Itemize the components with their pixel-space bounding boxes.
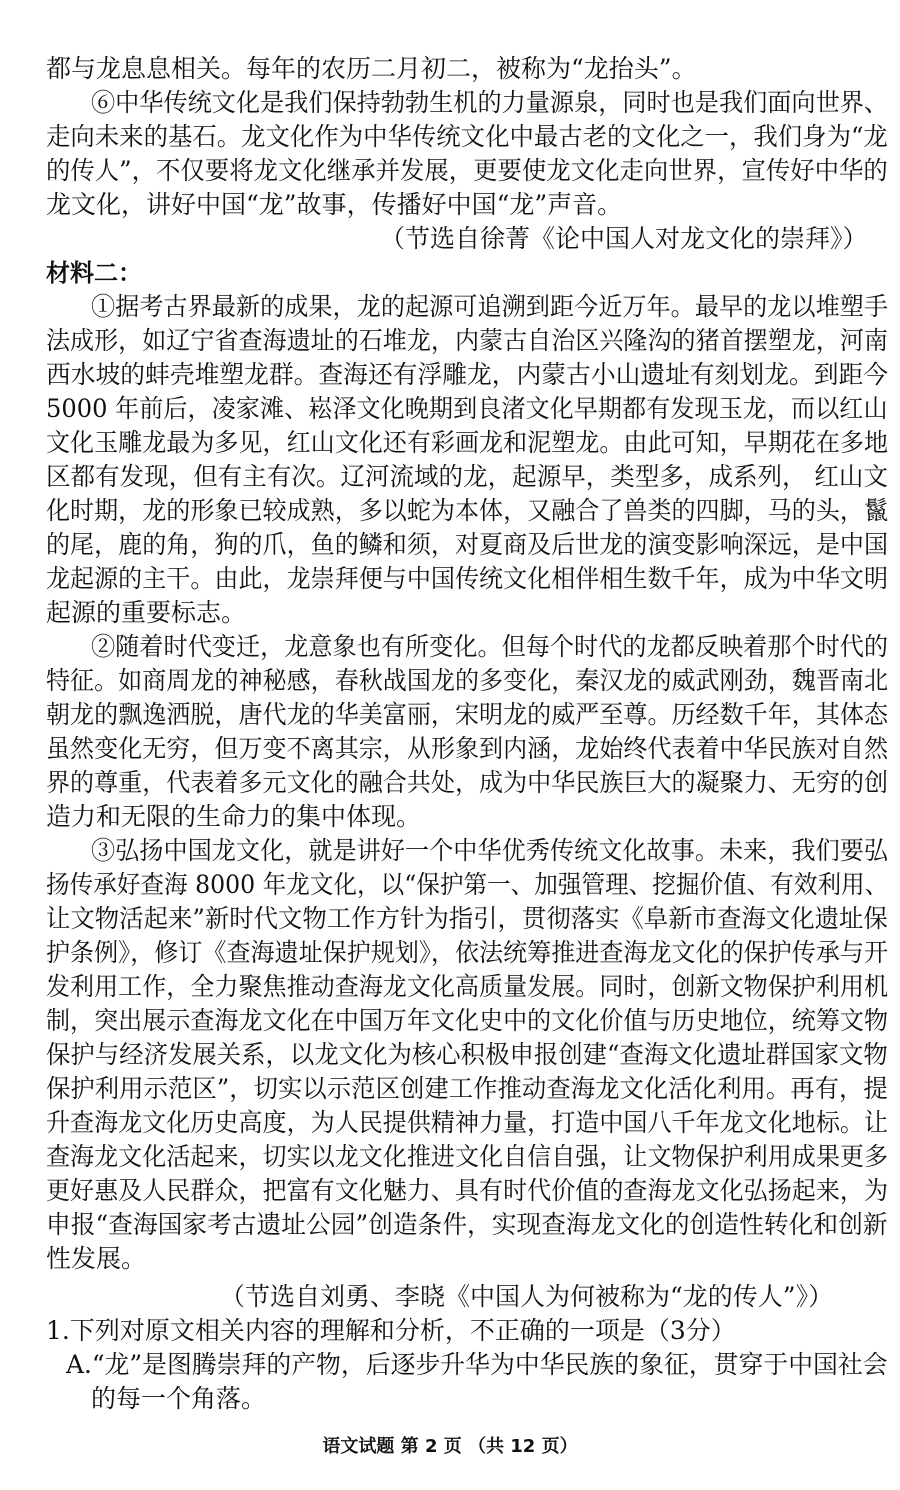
text-line: 走向未来的基石。龙文化作为中华传统文化中最古老的文化之一，我们身为“龙 bbox=[46, 122, 888, 151]
text-line: 的传人”，不仅要将龙文化继承并发展，更要使龙文化走向世界，宣传好中华的 bbox=[46, 156, 888, 185]
text-line: 化时期，龙的形象已较成熟，多以蛇为本体，又融合了兽类的四脚，马的头，鬣 bbox=[46, 496, 889, 525]
text-line: 特征。如商周龙的神秘感，春秋战国龙的多变化，秦汉龙的威武刚劲，魏晋南北 bbox=[46, 666, 889, 695]
text-line: 保护利用示范区”，切实以示范区创建工作推动查海龙文化活化利用。再有，提 bbox=[46, 1074, 888, 1103]
source-citation: （节选自徐菁《论中国人对龙文化的崇拜》） bbox=[380, 224, 868, 253]
text-line: 都与龙息息相关。每年的农历二月初二，被称为“龙抬头”。 bbox=[46, 54, 697, 83]
text-line: 虽然变化无穷，但万变不离其宗，从形象到内涵，龙始终代表着中华民族对自然 bbox=[46, 734, 889, 763]
text-line: 龙起源的主干。由此，龙崇拜便与中国传统文化相伴相生数千年，成为中华文明 bbox=[46, 564, 889, 593]
text-line: 制，突出展示查海龙文化在中国万年文化史中的文化价值与历史地位，统筹文物 bbox=[46, 1006, 889, 1035]
paragraph-6-first-line: ⑥中华传统文化是我们保持勃勃生机的力量源泉，同时也是我们面向世界、 bbox=[91, 88, 889, 117]
page-footer: 语文试题 第 2 页 （共 12 页） bbox=[322, 1436, 578, 1457]
text-line: 查海龙文化活起来，切实以龙文化推进文化自信自强，让文物保护利用成果更多 bbox=[46, 1142, 889, 1171]
text-line: 法成形，如辽宁省查海遗址的石堆龙，内蒙古自治区兴隆沟的猪首摆塑龙，河南 bbox=[46, 326, 889, 355]
text-line: 起源的重要标志。 bbox=[46, 598, 247, 627]
text-line: 护条例》，修订《查海遗址保护规划》，依法统筹推进查海龙文化的保护传承与开 bbox=[46, 938, 889, 967]
text-line: 申报“查海国家考古遗址公园”创造条件，实现查海龙文化的创造性转化和创新 bbox=[46, 1210, 888, 1239]
paragraph-1-first-line: ①据考古界最新的成果，龙的起源可追溯到距今近万年。最早的龙以堆塑手 bbox=[91, 292, 889, 321]
text-line: 的尾，鹿的角，狗的爪，鱼的鳞和须，对夏商及后世龙的演变影响深远，是中国 bbox=[46, 530, 889, 559]
text-line: 龙文化，讲好中国“龙”故事，传播好中国“龙”声音。 bbox=[46, 190, 623, 219]
text-line: 扬传承好查海 8000 年龙文化，以“保护第一、加强管理、挖掘价值、有效利用、 bbox=[46, 870, 889, 899]
question-1-option-a-continued: 的每一个角落。 bbox=[91, 1384, 267, 1413]
text-line: 造力和无限的生命力的集中体现。 bbox=[46, 802, 422, 831]
text-line: 区都有发现，但有主有次。辽河流域的龙，起源早，类型多，成系列， 红山文 bbox=[46, 462, 888, 491]
text-line: 升查海龙文化历史高度，为人民提供精神力量，打造中国八千年龙文化地标。让 bbox=[46, 1108, 889, 1137]
question-1-option-a: A.“龙”是图腾崇拜的产物，后逐步升华为中华民族的象征，贯穿于中国社会 bbox=[66, 1350, 888, 1379]
text-line: 发利用工作，全力聚焦推动查海龙文化高质量发展。同时，创新文物保护利用机 bbox=[46, 972, 889, 1001]
question-1-stem: 1.下列对原文相关内容的理解和分析，不正确的一项是（3分） bbox=[46, 1316, 736, 1345]
text-line: 让文物活起来”新时代文物工作方针为指引，贯彻落实《阜新市查海文化遗址保 bbox=[46, 904, 888, 933]
text-line: 界的尊重，代表着多元文化的融合共处，成为中华民族巨大的凝聚力、无穷的创 bbox=[46, 768, 889, 797]
text-line: 西水坡的蚌壳堆塑龙群。查海还有浮雕龙，内蒙古小山遗址有刻划龙。到距今 bbox=[46, 360, 889, 389]
paragraph-3-first-line: ③弘扬中国龙文化，就是讲好一个中华优秀传统文化故事。未来，我们要弘 bbox=[91, 836, 889, 865]
text-line: 朝龙的飘逸洒脱，唐代龙的华美富丽，宋明龙的威严至尊。历经数千年，其体态 bbox=[46, 700, 889, 729]
paragraph-2-first-line: ②随着时代变迁，龙意象也有所变化。但每个时代的龙都反映着那个时代的 bbox=[91, 632, 889, 661]
material-2-heading: 材料二： bbox=[46, 259, 142, 287]
text-line: 保护与经济发展关系，以龙文化为核心积极申报创建“查海文化遗址群国家文物 bbox=[46, 1040, 888, 1069]
text-line: 更好惠及人民群众，把富有文化魅力、具有时代价值的查海龙文化弘扬起来，为 bbox=[46, 1176, 889, 1205]
source-citation: （节选自刘勇、李晓《中国人为何被称为“龙的传人”》） bbox=[220, 1282, 834, 1311]
text-line: 5000 年前后，凌家滩、崧泽文化晚期到良渚文化早期都有发现玉龙，而以红山 bbox=[46, 394, 888, 423]
text-line: 文化玉雕龙最为多见，红山文化还有彩画龙和泥塑龙。由此可知，早期花在多地 bbox=[46, 428, 889, 457]
text-line: 性发展。 bbox=[46, 1244, 147, 1273]
